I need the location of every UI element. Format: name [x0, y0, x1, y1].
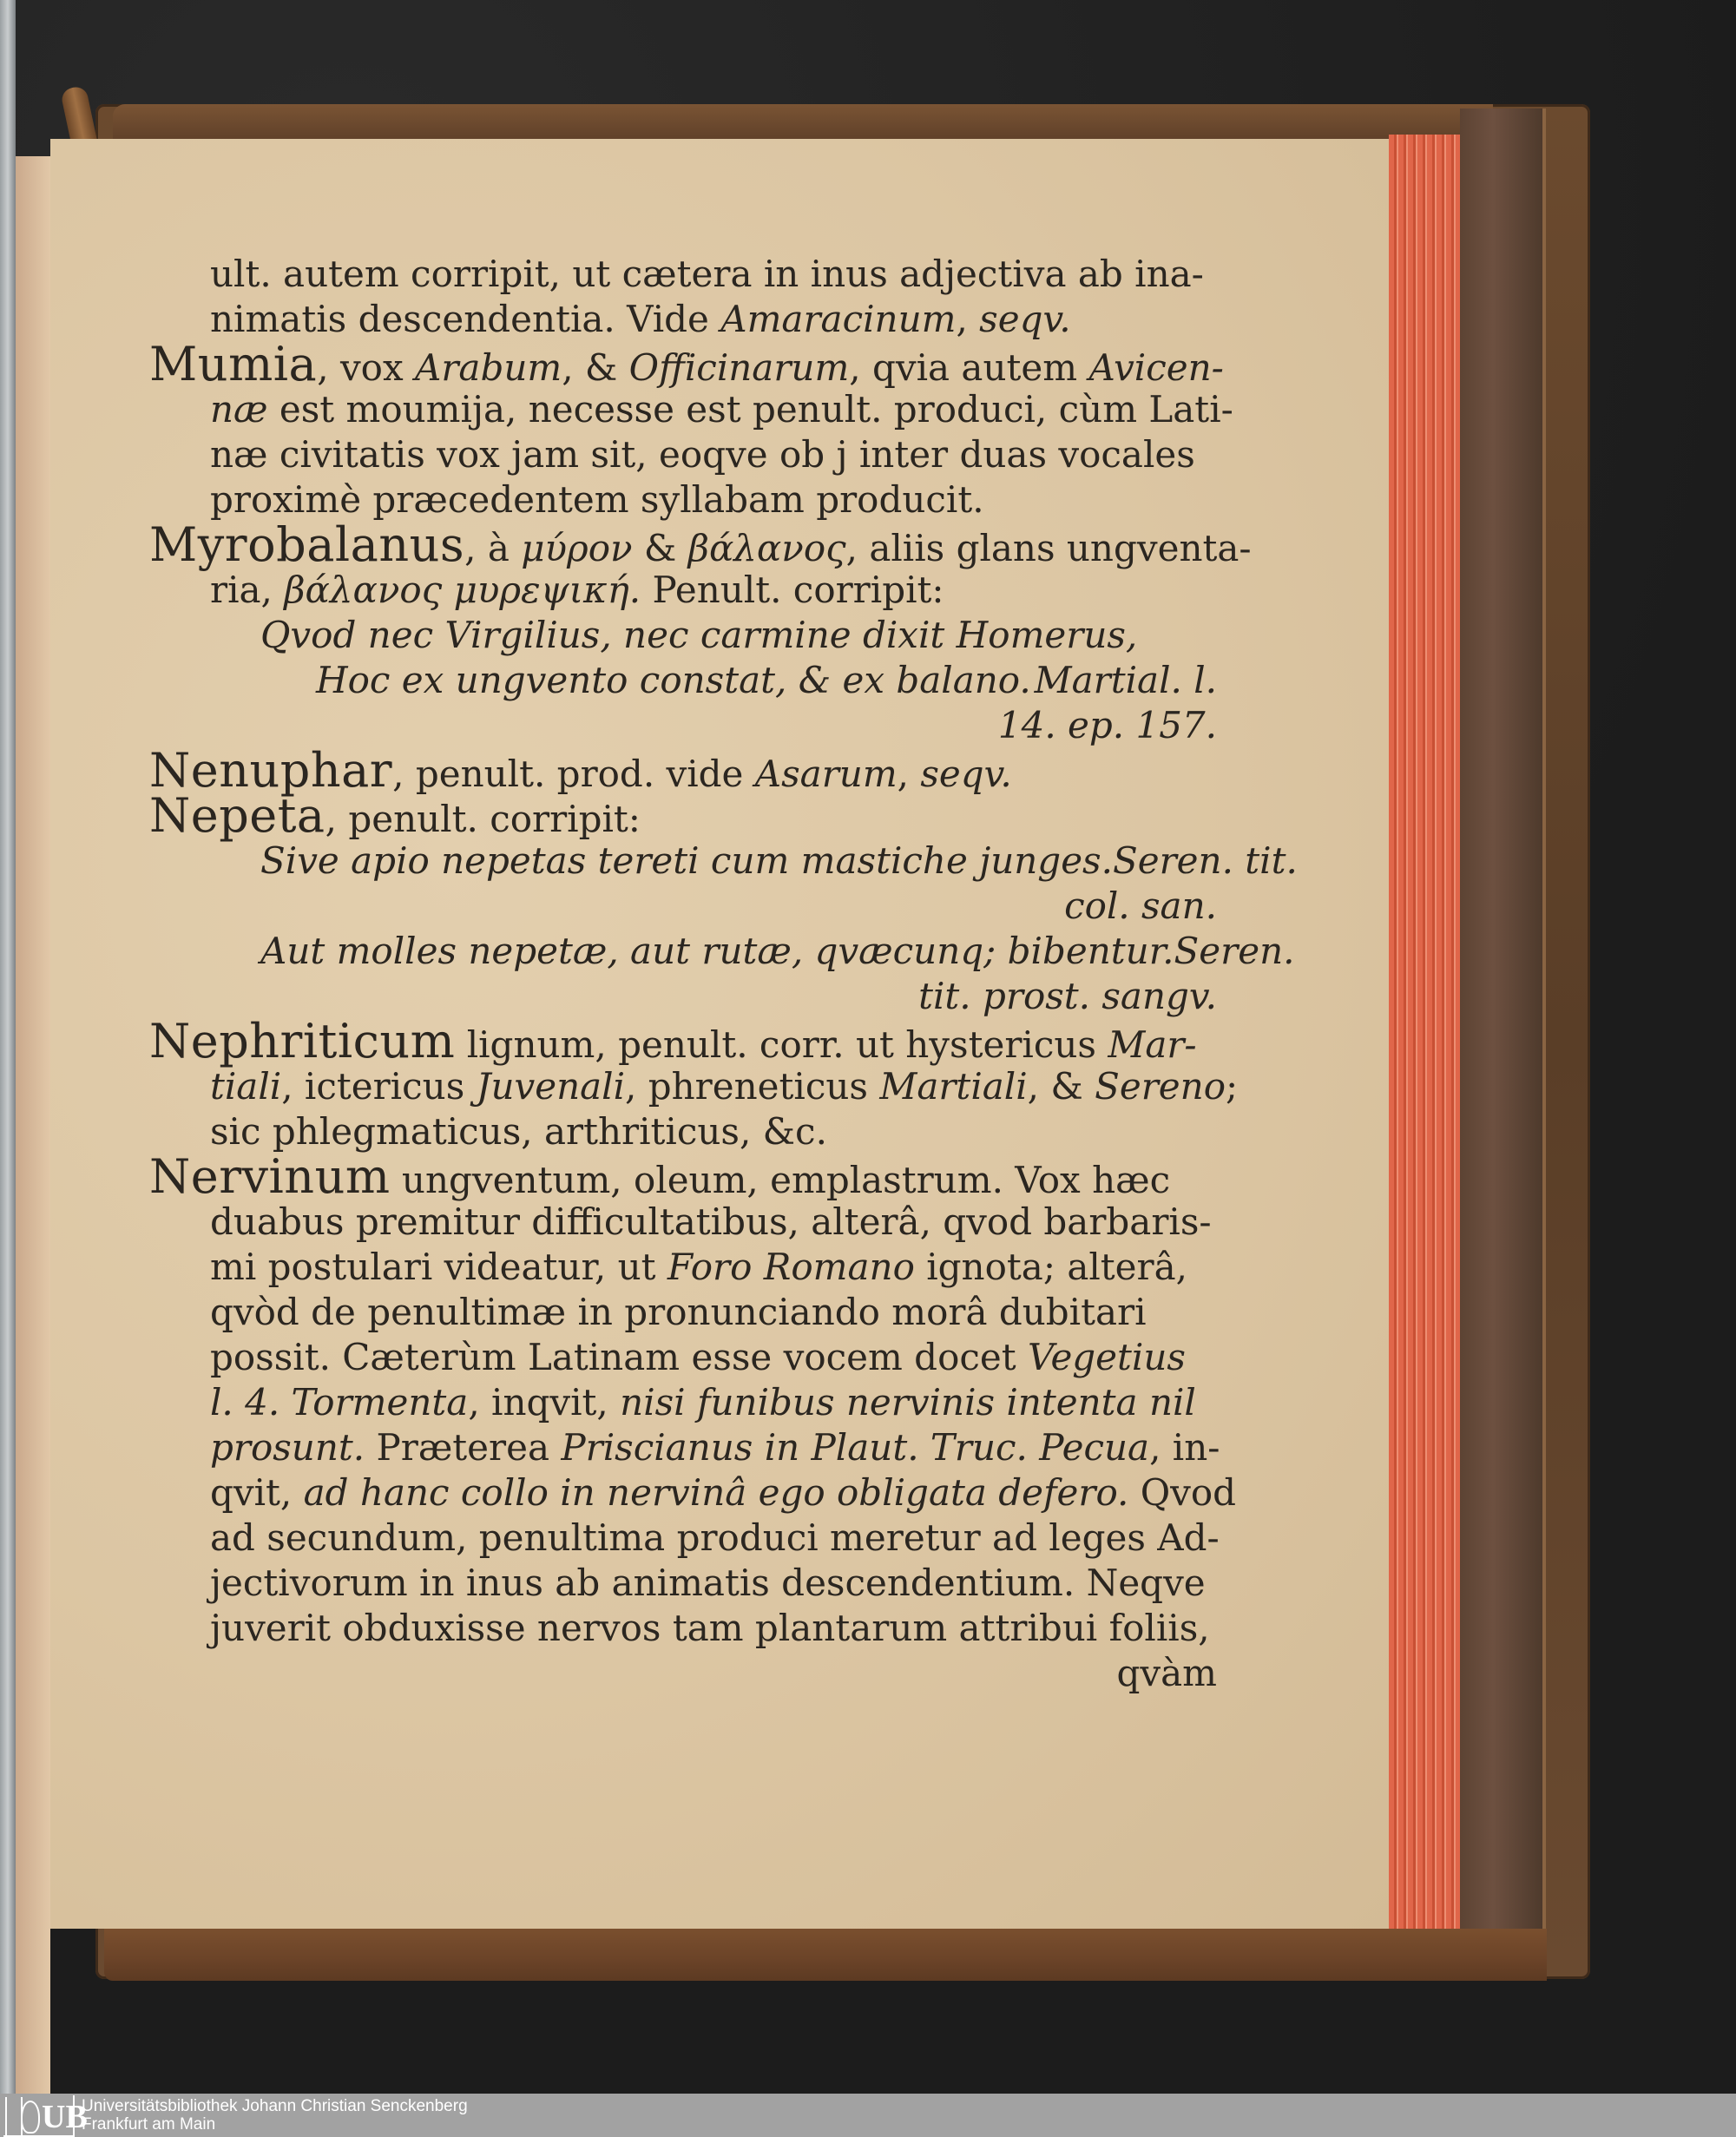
line-text [149, 1014, 1197, 1068]
line-text [210, 253, 1204, 295]
line-text [210, 1516, 1220, 1559]
text-line [149, 1470, 1243, 1516]
italic-text: βάλανος μυρεψική. [284, 569, 641, 611]
page-text [149, 252, 1298, 1696]
text-line [149, 703, 1243, 748]
italic-text: seqv. [920, 753, 1012, 795]
verse-line [149, 613, 1243, 658]
italic-text: prosunt. [210, 1426, 365, 1469]
line-text [260, 838, 1113, 884]
roman-text: possit. Cæterùm Latinam esse vocem docet [210, 1336, 1028, 1378]
headword: Mumia [149, 337, 318, 391]
italic-text: Amaracinum [720, 298, 957, 340]
entry-headline [149, 788, 1243, 843]
italic-text: nisi funibus nervinis intenta nil [620, 1381, 1196, 1424]
line-text [210, 1426, 1220, 1469]
line-text [210, 478, 984, 521]
roman-text: , [956, 298, 980, 340]
entry-headline [149, 1149, 1243, 1204]
italic-text: Mar- [1108, 1023, 1197, 1066]
italic-text: col. san. [1064, 884, 1217, 927]
italic-text: næ [210, 388, 268, 431]
headword: Nenuphar [149, 743, 393, 798]
roman-text: duabus premitur difficultatibus, alterâ, qvod barbaris- [210, 1200, 1212, 1243]
cover-bottom-edge [104, 1929, 1547, 1981]
italic-text: Aut molles nepetæ, aut rutæ, qvæcunq; bibentur. [260, 930, 1174, 972]
text-line [149, 477, 1243, 523]
logo-portrait-icon [21, 2101, 40, 2134]
line-text [316, 658, 1031, 703]
facing-page-edge [16, 156, 50, 2094]
line-text [1117, 1652, 1217, 1694]
line-text [149, 1149, 1171, 1204]
line-text [998, 704, 1217, 746]
italic-text: 14. ep. 157. [997, 704, 1217, 746]
roman-text: proximè præcedentem syllabam producit. [210, 478, 984, 521]
line-text [210, 1562, 1206, 1604]
roman-text: qvit, [210, 1471, 304, 1514]
headword: Myrobalanus [149, 517, 465, 572]
text-line [149, 1335, 1243, 1380]
text-line [149, 974, 1243, 1019]
ub-logo [3, 2095, 88, 2137]
cover-fore-edge [1460, 108, 1546, 1975]
footer-bar [0, 2094, 1736, 2137]
entry-headline [149, 1014, 1243, 1068]
roman-text: , phreneticus [625, 1065, 880, 1108]
citation: Seren. [1174, 930, 1295, 972]
logo-columns-icon [5, 2097, 23, 2135]
roman-text: nimatis descendentia. Vide [210, 298, 721, 340]
line-text [149, 517, 1252, 572]
italic-text: Sereno [1095, 1065, 1226, 1108]
text-line [149, 387, 1243, 432]
text-line [149, 1200, 1243, 1245]
text-line [149, 297, 1243, 342]
citation: Martial. l. [1034, 659, 1217, 701]
italic-text: Martiali [879, 1065, 1028, 1108]
italic-text: seqv. [979, 298, 1071, 340]
verse-line [149, 838, 1298, 884]
text-line [149, 1425, 1243, 1470]
entry-headline [149, 743, 1243, 798]
italic-text: ad hanc collo in nervinâ ego obligata defero. [303, 1471, 1129, 1514]
text-line [149, 1651, 1243, 1696]
italic-text: Asarum [754, 753, 898, 795]
roman-text: , à [464, 527, 522, 569]
roman-text: sic phlegmaticus, arthriticus, &c. [210, 1110, 827, 1153]
roman-text: ad secundum, penultima produci meretur ad leges Ad- [210, 1516, 1220, 1559]
line-text [210, 1110, 827, 1153]
roman-text: est moumija, necesse est penult. produci, cùm Lati- [267, 388, 1233, 431]
italic-text: tiali [210, 1065, 282, 1108]
text-line [149, 1109, 1243, 1154]
red-page-edges [1389, 135, 1460, 1966]
roman-text: ult. autem corripit, ut cætera in inus adjectiva ab ina- [210, 253, 1204, 295]
citation: Seren. tit. [1112, 839, 1298, 882]
roman-text: qvòd de penultimæ in pronunciando morâ dubitari [210, 1291, 1147, 1333]
headword: Nepeta [149, 788, 326, 843]
text-line [149, 1380, 1243, 1425]
line-text [210, 388, 1233, 431]
headword: Nephriticum [149, 1014, 456, 1068]
verse-line [149, 658, 1243, 703]
line-text [149, 788, 641, 843]
text-line [149, 1290, 1243, 1335]
line-text [210, 298, 1071, 340]
roman-text: , inqvit, [468, 1381, 621, 1424]
line-text [210, 1065, 1238, 1108]
italic-text: μύρον [521, 527, 633, 569]
roman-text: Penult. corripit: [641, 569, 944, 611]
library-name: Universitätsbibliothek Johann Christian Senckenberg [82, 2097, 468, 2115]
roman-text: , qvia autem [849, 346, 1089, 389]
line-text [918, 975, 1217, 1017]
italic-text: Vegetius [1027, 1336, 1186, 1378]
text-line [149, 1245, 1243, 1290]
italic-text: Officinarum [628, 346, 850, 389]
line-text [210, 1607, 1210, 1649]
line-text [210, 433, 1195, 476]
roman-text: ungventum, oleum, emplastrum. Vox hæc [390, 1159, 1171, 1201]
roman-text: ; [1226, 1065, 1239, 1108]
line-text [210, 1291, 1147, 1333]
roman-text: Qvod [1128, 1471, 1237, 1514]
roman-text: , & [1027, 1065, 1095, 1108]
roman-text: Præterea [365, 1426, 562, 1469]
roman-text: ria, [210, 569, 285, 611]
italic-text: Qvod nec Virgilius, nec carmine dixit Homerus, [260, 614, 1138, 656]
text-line [149, 432, 1243, 477]
line-text [210, 1200, 1212, 1243]
entry-headline [149, 517, 1252, 572]
text-line [149, 568, 1243, 613]
entry-headline [149, 337, 1243, 391]
italic-text: Foro Romano [667, 1246, 915, 1288]
italic-text: l. 4. Tormenta [210, 1381, 469, 1424]
roman-text: mi postulari videatur, ut [210, 1246, 667, 1288]
italic-text: Sive apio nepetas tereti cum mastiche junges. [260, 839, 1113, 882]
text-line [149, 1561, 1243, 1606]
italic-text: tit. prost. sangv. [918, 975, 1217, 1017]
roman-text: , vox [317, 346, 416, 389]
roman-text: , in- [1149, 1426, 1220, 1469]
roman-text: lignum, penult. corr. ut hystericus [455, 1023, 1108, 1066]
line-text [210, 1381, 1196, 1424]
text-line [149, 884, 1243, 929]
roman-text: , ictericus [281, 1065, 477, 1108]
roman-text: & [632, 527, 688, 569]
text-line [149, 252, 1243, 297]
line-text [210, 1336, 1186, 1378]
italic-text: Priscianus in Plaut. Truc. Pecua [561, 1426, 1150, 1469]
roman-text: næ civitatis vox jam sit, eoqve ob j inter duas vocales [210, 433, 1195, 476]
roman-text: , [897, 753, 921, 795]
italic-text: Juvenali [476, 1065, 626, 1108]
italic-text: βάλανος [687, 527, 846, 569]
roman-text: jectivorum in inus ab animatis descendentium. Neqve [210, 1562, 1206, 1604]
line-text [210, 1471, 1236, 1514]
library-city: Frankfurt am Main [82, 2115, 216, 2134]
line-text [210, 569, 944, 611]
line-text [1064, 884, 1217, 927]
headword: Nervinum [149, 1149, 391, 1204]
line-text [210, 1246, 1187, 1288]
roman-text: ignota; alterâ, [914, 1246, 1187, 1288]
line-text [260, 614, 1137, 656]
roman-text: , penult. corripit: [325, 798, 641, 840]
left-page-strip [0, 0, 16, 2094]
italic-text: Avicen- [1088, 346, 1224, 389]
line-text [149, 337, 1224, 391]
logo-text: UB [42, 2099, 88, 2135]
roman-text: , penult. prod. vide [392, 753, 755, 795]
roman-text: juverit obduxisse nervos tam plantarum attribui foliis, [210, 1607, 1210, 1649]
italic-text: Hoc ex ungvento constat, & ex balano. [316, 659, 1031, 701]
roman-text: , & [562, 346, 629, 389]
text-line [149, 1606, 1243, 1651]
line-text [260, 929, 1174, 974]
roman-text: qvàm [1116, 1652, 1217, 1694]
italic-text: Arabum [415, 346, 562, 389]
text-line [149, 1064, 1243, 1109]
text-line [149, 1516, 1243, 1561]
verse-line [149, 929, 1295, 974]
roman-text: , aliis glans ungventa- [845, 527, 1252, 569]
